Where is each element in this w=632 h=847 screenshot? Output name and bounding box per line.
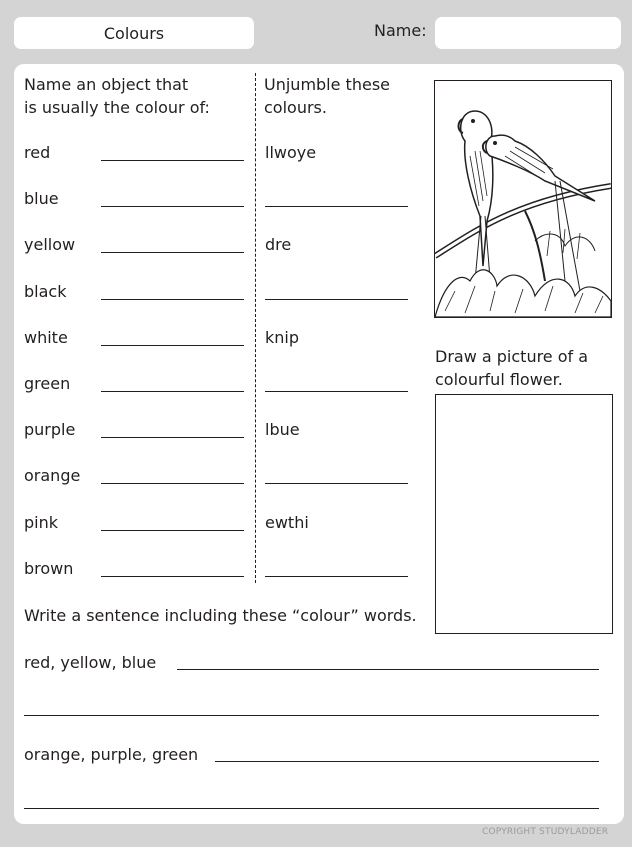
answer-line[interactable] [215, 761, 599, 762]
jumbled-word: knip [265, 327, 300, 347]
colour-label: brown [24, 558, 74, 578]
column-divider [255, 73, 256, 583]
drawing-box[interactable] [435, 394, 613, 634]
colour-label: blue [24, 189, 59, 209]
object-answer-line[interactable] [101, 483, 244, 484]
colour-label: purple [24, 420, 76, 440]
answer-line[interactable] [177, 669, 599, 670]
middle-heading-line-1: Unjumble these [264, 75, 390, 94]
parrots-illustration [434, 80, 612, 318]
colour-label: pink [24, 512, 59, 532]
unjumble-answer-line[interactable] [265, 576, 408, 577]
unjumble-answer-line[interactable] [265, 299, 408, 300]
object-answer-line[interactable] [101, 576, 244, 577]
colour-label: black [24, 281, 67, 301]
left-heading-line-1: Name an object that [24, 75, 189, 94]
object-answer-line[interactable] [101, 252, 244, 253]
colour-label: white [24, 327, 68, 347]
worksheet-title-box [14, 17, 254, 49]
unjumble-answer-line[interactable] [265, 206, 408, 207]
draw-prompt-line-2: colourful flower. [435, 370, 563, 389]
object-answer-line[interactable] [101, 345, 244, 346]
object-answer-line[interactable] [101, 437, 244, 438]
object-answer-line[interactable] [101, 530, 244, 531]
object-answer-line[interactable] [101, 160, 244, 161]
worksheet-title: Colours [103, 23, 165, 43]
unjumble-answer-line[interactable] [265, 391, 408, 392]
middle-heading-line-2: colours. [264, 98, 327, 117]
jumbled-word: llwoye [265, 143, 317, 162]
colour-label: yellow [24, 235, 76, 255]
unjumble-answer-line[interactable] [265, 483, 408, 484]
name-field[interactable] [435, 17, 621, 49]
left-heading [24, 73, 210, 119]
jumbled-word: dre [265, 235, 292, 255]
name-label: Name: [374, 21, 427, 40]
object-answer-line[interactable] [101, 299, 244, 300]
sentence-prompt-2: orange, purple, green [24, 745, 199, 764]
left-heading-line-2: is usually the colour of: [24, 98, 210, 117]
sentence-instruction: Write a sentence including these “colour” words. [24, 606, 417, 625]
sentence-prompt-1: red, yellow, blue [24, 653, 157, 672]
colour-label: red [24, 143, 51, 162]
object-answer-line[interactable] [101, 391, 244, 392]
jumbled-word: lbue [265, 420, 300, 440]
colour-label: orange [24, 466, 81, 486]
colour-label: green [24, 374, 71, 393]
middle-heading [264, 73, 390, 119]
answer-line[interactable] [24, 808, 599, 809]
object-answer-line[interactable] [101, 206, 244, 207]
draw-prompt-line-1: Draw a picture of a [435, 347, 589, 366]
jumbled-word: ewthi [265, 512, 309, 532]
answer-line[interactable] [24, 715, 599, 716]
parrot-icon [435, 81, 611, 317]
draw-prompt [435, 345, 588, 391]
copyright-notice: COPYRIGHT STUDYLADDER [482, 827, 609, 837]
